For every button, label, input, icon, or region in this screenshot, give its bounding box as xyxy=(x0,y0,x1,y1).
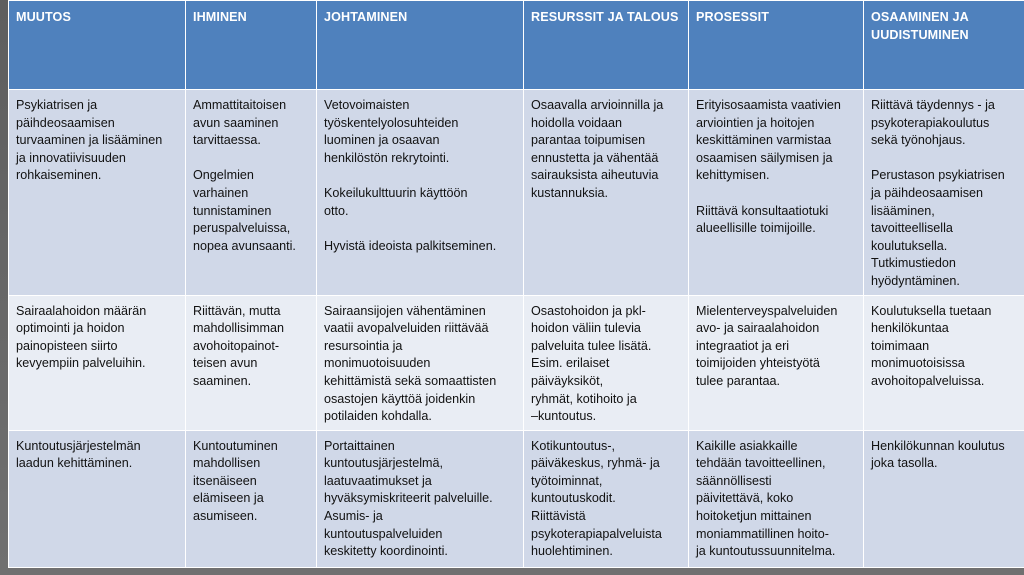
cell-paragraph: Perustason psykiatrisen ja päihdeosaamisen lisääminen, tavoitteellisella koulutuksella. Tutkimustiedon hyödyntäminen. xyxy=(871,168,1005,288)
cell-paragraph: Osaavalla arvioinnilla ja hoidolla voidaan parantaa toipumisen ennustetta ja vähentää sairauksista aiheutuvia kustannuksia. xyxy=(531,98,664,200)
table-cell xyxy=(689,295,864,430)
header-resurssit-ja-talous: RESURSSIT JA TALOUS xyxy=(524,1,689,90)
table-cell xyxy=(9,295,186,430)
table-cell xyxy=(186,430,317,567)
cell-paragraph: Kuntoutuminen mahdollisen itsenäiseen elämiseen ja asumiseen. xyxy=(193,438,278,524)
table-row xyxy=(9,295,1024,430)
table-cell xyxy=(9,90,186,296)
cell-paragraph: Ongelmien varhainen tunnistaminen peruspalveluissa, nopea avunsaanti. xyxy=(193,168,296,253)
table-cell xyxy=(864,90,1024,296)
table-cell xyxy=(689,430,864,567)
table-row xyxy=(9,90,1024,296)
cell-paragraph: Riittävä konsultaatiotuki alueellisille toimijoille. xyxy=(696,203,829,236)
cell-paragraph: Vetovoimaisten työskentelyolosuhteiden luominen ja osaavan henkilöstön rekrytointi. xyxy=(324,98,459,165)
cell-paragraph: Ammattitaitoisen avun saaminen tarvittaessa. xyxy=(193,98,287,148)
table-cell xyxy=(186,295,317,430)
cell-paragraph: Sairaansijojen vähentäminen vaatii avopalveluiden riittävää resursointia ja monimuotoisuuden kehittämistä sekä somaattisten osastojen käyttöä joidenkin potilaiden kohdalla. xyxy=(324,303,497,424)
cell-paragraph: Osastohoidon ja pkl- hoidon väliin tulevia palveluita tulee lisätä. Esim. erilaiset päiväyksiköt, ryhmät, kotihoito ja –kuntoutus. xyxy=(531,303,652,424)
cell-paragraph: Kokeilukulttuurin käyttöön otto. xyxy=(324,185,468,218)
header-row xyxy=(9,1,1024,90)
cell-paragraph: Erityisosaamista vaativien arviointien ja hoitojen keskittäminen varmistaa osaamisen säilymisen ja kehittymisen. xyxy=(696,98,841,183)
cell-paragraph: Kaikille asiakkaille tehdään tavoitteellinen, säännöllisesti päivitettävä, koko hoitoketjun mittainen moniammatillinen hoito- ja kuntoutussuunnitelma. xyxy=(696,438,836,559)
table-cell xyxy=(524,90,689,296)
table-cell xyxy=(317,430,524,567)
cell-paragraph: Sairaalahoidon määrän optimointi ja hoidon painopisteen siirto kevyempiin palveluihin. xyxy=(16,303,147,371)
cell-paragraph: Hyvistä ideoista palkitseminen. xyxy=(324,238,497,253)
header-johtaminen: JOHTAMINEN xyxy=(317,1,524,90)
cell-paragraph: Portaittainen kuntoutusjärjestelmä, laatuvaatimukset ja hyväksymiskriteerit palveluille. Asumis- ja kuntoutuspalveluiden keskitetty koordinointi. xyxy=(324,438,493,559)
header-prosessit: PROSESSIT xyxy=(689,1,864,90)
table-cell xyxy=(186,90,317,296)
cell-paragraph: Kotikuntoutus-, päiväkeskus, ryhmä- ja työtoiminnat, kuntoutuskodit. Riittävistä psykoterapiapalveluista huolehtiminen. xyxy=(531,438,662,559)
table-cell xyxy=(864,295,1024,430)
cell-paragraph: Mielenterveyspalveluiden avo- ja sairaalahoidon integraatiot ja eri toimijoiden yhteistyötä tulee parantaa. xyxy=(696,303,838,388)
header-osaaminen-ja-uudistuminen: OSAAMINEN JA UUDISTUMINEN xyxy=(864,1,1024,90)
cell-paragraph: Riittävän, mutta mahdollisimman avohoitopainot- teisen avun saaminen. xyxy=(193,303,284,388)
table-cell xyxy=(317,295,524,430)
table-row xyxy=(9,430,1024,567)
table-cell xyxy=(317,90,524,296)
cell-paragraph: Henkilökunnan koulutus joka tasolla. xyxy=(871,438,1005,471)
cell-paragraph: Kuntoutusjärjestelmän laadun kehittäminen. xyxy=(16,438,141,471)
table-cell xyxy=(689,90,864,296)
table-cell xyxy=(524,295,689,430)
table-cell xyxy=(524,430,689,567)
cell-paragraph: Psykiatrisen ja päihdeosaamisen turvaaminen ja lisääminen ja innovatiivisuuden rohkaiseminen. xyxy=(16,98,163,183)
table-cell xyxy=(9,430,186,567)
change-matrix-table xyxy=(8,0,1024,568)
cell-paragraph: Riittävä täydennys - ja psykoterapiakoulutus sekä työnohjaus. xyxy=(871,98,995,148)
cell-paragraph: Koulutuksella tuetaan henkilökuntaa toimimaan monimuotoisissa avohoitopalveluissa. xyxy=(871,303,992,388)
header-ihminen: IHMINEN xyxy=(186,1,317,90)
header-muutos: MUUTOS xyxy=(9,1,186,90)
table-cell xyxy=(864,430,1024,567)
